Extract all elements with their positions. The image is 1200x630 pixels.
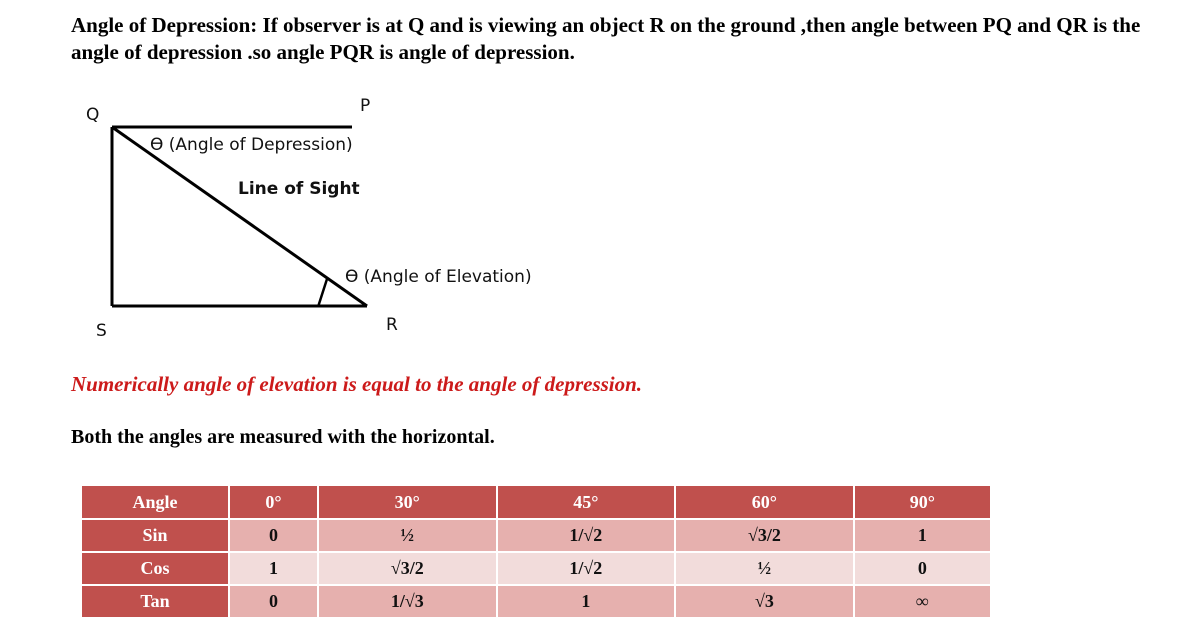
table-cell: 1/√2 [498, 520, 675, 551]
depression-angle-label: ϴ (Angle of Depression) [150, 135, 353, 155]
table-cell: 1 [498, 586, 675, 617]
label-p: P [360, 96, 371, 116]
row-label: Cos [82, 553, 228, 584]
table-row-tan [82, 586, 990, 617]
elevation-angle-arc [318, 279, 327, 307]
table-cell: ½ [676, 553, 853, 584]
table-cell: ½ [319, 520, 496, 551]
label-r: R [386, 315, 398, 335]
label-s: S [96, 321, 107, 341]
line-of-sight-label: Line of Sight [238, 179, 360, 199]
row-label: Tan [82, 586, 228, 617]
header-30-deg: 30° [319, 486, 496, 518]
table-cell: 1/√2 [498, 553, 675, 584]
trig-values-table [80, 484, 992, 619]
table-cell: ∞ [855, 586, 990, 617]
table-cell: √3/2 [319, 553, 496, 584]
angle-diagram [0, 80, 620, 350]
table-cell: 1 [230, 553, 317, 584]
equality-note: Numerically angle of elevation is equal to the angle of depression. [71, 372, 643, 396]
page-heading: Angle of Depression: If observer is at Q and is viewing an object R on the ground ,then angle between PQ and QR is the angle of depression .so angle PQR is angle of depression. [71, 13, 1141, 64]
header-60-deg: 60° [676, 486, 853, 518]
table-row-cos [82, 553, 990, 584]
row-label: Sin [82, 520, 228, 551]
elevation-angle-label: ϴ (Angle of Elevation) [345, 267, 532, 287]
table-cell: √3/2 [676, 520, 853, 551]
header-0-deg: 0° [230, 486, 317, 518]
label-q: Q [86, 105, 100, 125]
header-angle: Angle [82, 486, 228, 518]
table-header-row [82, 486, 990, 518]
header-90-deg: 90° [855, 486, 990, 518]
table-row-sin [82, 520, 990, 551]
table-cell: 0 [230, 520, 317, 551]
header-45-deg: 45° [498, 486, 675, 518]
table-cell: 0 [855, 553, 990, 584]
table-cell: 1 [855, 520, 990, 551]
horizontal-note: Both the angles are measured with the horizontal. [71, 426, 495, 448]
table-cell: 0 [230, 586, 317, 617]
table-cell: 1/√3 [319, 586, 496, 617]
table-cell: √3 [676, 586, 853, 617]
